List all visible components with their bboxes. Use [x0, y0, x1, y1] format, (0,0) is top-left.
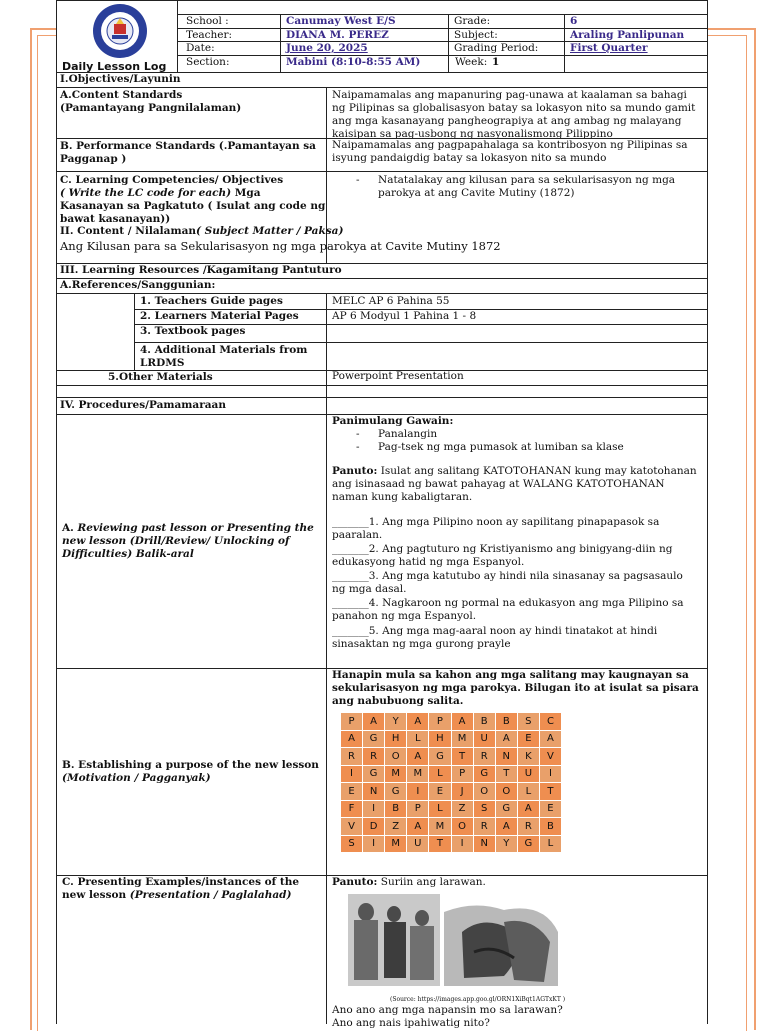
competencies-label: bawat kasanayan)): [60, 213, 171, 225]
word-search-letter[interactable]: T: [429, 835, 451, 853]
intro-activity-heading: Panimulang Gawain:: [332, 415, 454, 427]
additional-materials-label: LRDMS: [140, 357, 185, 369]
quiz-item: edukasyong hatid ng mga Espanyol.: [332, 556, 525, 568]
rule: [134, 342, 707, 343]
word-search-letter[interactable]: O: [451, 818, 473, 836]
word-search-letter[interactable]: H: [429, 730, 451, 748]
intro-bullet: Panalangin: [378, 428, 438, 440]
word-search-letter[interactable]: U: [517, 765, 539, 783]
content-standards-text: ang mga kasanayang pangheograpiya at ang ambag ng malayang: [332, 115, 682, 127]
procedures-heading: IV. Procedures/Pamamaraan: [60, 399, 226, 411]
word-search-row: [341, 818, 562, 836]
panuto-label: Panuto:: [332, 876, 378, 888]
content-standards-text: Naipamamalas ang mapanuring pag-unawa at kaalaman sa bahagi: [332, 89, 687, 101]
week-label: Week:: [455, 56, 488, 68]
word-search-letter[interactable]: M: [451, 730, 473, 748]
word-search-letter[interactable]: O: [495, 783, 517, 801]
quiz-item: _______2. Ang pagtuturo ng Kristiyanismo ang binigyang-diin ng: [332, 543, 673, 555]
word-search-letter[interactable]: I: [539, 765, 561, 783]
word-search-row: [341, 765, 562, 783]
competencies-label: C. Learning Competencies/ Objectives: [60, 174, 284, 186]
panuto-text: Suriin ang larawan.: [377, 876, 486, 888]
word-search-letter[interactable]: A: [341, 730, 363, 748]
grading-period-value: First Quarter: [570, 42, 648, 54]
document-title: Daily Lesson Log: [62, 60, 167, 73]
word-search-letter[interactable]: A: [451, 713, 473, 731]
word-search-letter[interactable]: G: [473, 765, 495, 783]
word-search-letter[interactable]: U: [407, 835, 429, 853]
quiz-item: _______4. Nagkaroon ng pormal na edukasyon ang mga Pilipino sa: [332, 597, 684, 609]
school-value: Canumay West E/S: [286, 15, 396, 27]
word-search-letter[interactable]: L: [517, 783, 539, 801]
word-search-letter[interactable]: Y: [385, 713, 407, 731]
word-search-letter[interactable]: G: [495, 800, 517, 818]
word-search-letter[interactable]: A: [539, 730, 561, 748]
bullet-dash: -: [356, 428, 360, 440]
word-search-letter[interactable]: B: [539, 818, 561, 836]
word-search-letter[interactable]: B: [495, 713, 517, 731]
grade-label: Grade:: [454, 15, 491, 27]
word-search-letter[interactable]: R: [473, 818, 495, 836]
rule: [280, 14, 281, 72]
word-search-instructions: Hanapin mula sa kahon ang mga salitang may kaugnayan sa: [332, 669, 689, 681]
quiz-item: _______5. Ang mga mag-aaral noon ay hindi tinatakot at hindi: [332, 625, 658, 637]
word-search-letter[interactable]: L: [429, 800, 451, 818]
word-search-letter[interactable]: R: [473, 748, 495, 766]
word-search-letter[interactable]: S: [517, 713, 539, 731]
question-text: Ano ang nais ipahiwatig nito?: [332, 1017, 490, 1029]
objectives-heading: I.Objectives/Layunin: [60, 73, 181, 85]
word-search-letter[interactable]: M: [385, 835, 407, 853]
rule: [326, 414, 327, 1024]
content-standards-label: (Pamantayang Pangnilalaman): [60, 102, 242, 114]
word-search-letter[interactable]: A: [495, 730, 517, 748]
word-search-letter[interactable]: U: [473, 730, 495, 748]
learners-material-value: AP 6 Modyul 1 Pahina 1 - 8: [332, 310, 477, 322]
panuto-label: Panuto:: [332, 465, 378, 477]
word-search-letter[interactable]: P: [429, 713, 451, 731]
rule: [56, 397, 707, 398]
quiz-item: _______3. Ang mga katutubo ay hindi nila sinasanay sa pagsasaulo: [332, 570, 683, 582]
word-search-letter[interactable]: N: [363, 783, 385, 801]
word-search-letter[interactable]: N: [473, 835, 495, 853]
image-source-caption: (Source: https://images.app.goo.gl/ORN1XiBqt1AGTxKT ): [390, 996, 566, 1003]
word-search-letter[interactable]: P: [407, 800, 429, 818]
quiz-item: paaralan.: [332, 529, 383, 541]
performance-standards-label: B. Performance Standards (.Pamantayan sa: [60, 140, 316, 152]
rule: [56, 293, 707, 294]
competency-text: parokya at ang Cavite Mutiny (1872): [378, 187, 575, 199]
procedure-b-label: (Motivation / Pagganyak): [62, 772, 211, 784]
word-search-instructions: sekularisasyon ng mga parokya. Bilugan ito at isulat sa pisara: [332, 682, 699, 694]
rule: [56, 0, 707, 1]
content-topic: Ang Kilusan para sa Sekularisasyon ng mga parokya at Cavite Mutiny 1872: [60, 239, 501, 253]
competencies-label: Kasanayan sa Pagkatuto ( Isulat ang code ng: [60, 200, 326, 212]
word-search-letter[interactable]: A: [495, 818, 517, 836]
word-search-letter[interactable]: O: [473, 783, 495, 801]
word-search-letter[interactable]: A: [407, 713, 429, 731]
word-search-letter[interactable]: V: [539, 748, 561, 766]
content-standards-text: kaisipan sa pag-usbong ng nasyonalismong Pilippino: [332, 128, 613, 140]
other-materials-label: 5.Other Materials: [108, 371, 213, 383]
word-search-letter[interactable]: A: [517, 800, 539, 818]
word-search-letter[interactable]: Z: [451, 800, 473, 818]
competencies-label: Mga: [231, 187, 261, 199]
word-search-letter[interactable]: A: [407, 748, 429, 766]
word-search-letter[interactable]: I: [363, 800, 385, 818]
word-search-letter[interactable]: L: [429, 765, 451, 783]
word-search-letter[interactable]: L: [407, 730, 429, 748]
word-search-letter[interactable]: B: [473, 713, 495, 731]
word-search-letter[interactable]: Z: [385, 818, 407, 836]
word-search-letter[interactable]: E: [539, 800, 561, 818]
word-search-letter[interactable]: E: [517, 730, 539, 748]
rule: [177, 55, 707, 56]
competencies-label: ( Write the LC code for each): [60, 187, 232, 199]
word-search-row: [341, 783, 562, 801]
word-search-letter[interactable]: R: [517, 818, 539, 836]
resources-heading: III. Learning Resources /Kagamitang Pantuturo: [60, 264, 342, 276]
word-search-letter[interactable]: Y: [495, 835, 517, 853]
textbook-pages-label: 3. Textbook pages: [140, 325, 246, 337]
word-search-letter[interactable]: G: [429, 748, 451, 766]
content-standards-label: A.Content Standards: [60, 89, 183, 101]
word-search-row: [341, 730, 562, 748]
word-search-letter[interactable]: G: [517, 835, 539, 853]
intro-bullet: Pag-tsek ng mga pumasok at lumiban sa klase: [378, 441, 624, 453]
rule: [448, 14, 449, 72]
word-search-row: [341, 713, 562, 731]
question-text: Ano ano ang mga napansin mo sa larawan?: [332, 1004, 563, 1016]
word-search-letter[interactable]: L: [539, 835, 561, 853]
word-search-letter[interactable]: T: [539, 783, 561, 801]
word-search-letter[interactable]: R: [341, 748, 363, 766]
word-search-letter[interactable]: M: [385, 765, 407, 783]
word-search-row: [341, 835, 562, 853]
subject-value: Araling Panlipunan: [570, 29, 685, 41]
word-search-letter[interactable]: S: [473, 800, 495, 818]
word-search-letter[interactable]: G: [385, 783, 407, 801]
word-search-letter[interactable]: N: [495, 748, 517, 766]
word-search-letter[interactable]: I: [451, 835, 473, 853]
learners-material-label: 2. Learners Material Pages: [140, 310, 299, 322]
teacher-value: DIANA M. PEREZ: [286, 29, 389, 41]
word-search-letter[interactable]: M: [407, 765, 429, 783]
word-search-grid: [340, 712, 562, 853]
word-search-letter[interactable]: K: [517, 748, 539, 766]
procedure-a-label: new lesson (Drill/Review/ Unlocking of: [62, 535, 290, 547]
word-search-letter[interactable]: M: [429, 818, 451, 836]
word-search-letter[interactable]: I: [341, 765, 363, 783]
word-search-letter[interactable]: P: [451, 765, 473, 783]
quiz-item: panahon ng mga Espanyol.: [332, 610, 477, 622]
performance-standards-text: isyung pandaigdig batay sa lokasyon nito sa mundo: [332, 152, 607, 164]
section-value: Mabini (8:10-8:55 AM): [286, 56, 421, 68]
panuto-text: Isulat ang salitang KATOTOHANAN kung may katotohanan: [377, 465, 697, 477]
quiz-item: sinasaktan ng mga gurong prayle: [332, 638, 511, 650]
content-label: ( Subject Matter / Paksa): [196, 225, 344, 237]
procedure-a-label: A.: [62, 522, 78, 534]
word-search-letter[interactable]: D: [363, 818, 385, 836]
rule: [177, 14, 707, 15]
word-search-letter[interactable]: S: [341, 835, 363, 853]
performance-standards-label: Pagganap ): [60, 153, 127, 165]
historical-photo-image: [344, 892, 562, 994]
word-search-letter[interactable]: C: [539, 713, 561, 731]
grading-period-label: Grading Period:: [454, 42, 539, 54]
content-standards-text: ng Pilipinas sa globalisasyon batay sa lokasyon nito sa mundo gamit: [332, 102, 696, 114]
rule: [177, 0, 178, 72]
procedure-a-label: Difficulties) Balik-aral: [62, 548, 194, 560]
word-search-letter[interactable]: A: [407, 818, 429, 836]
word-search-letter[interactable]: P: [341, 713, 363, 731]
date-label: Date:: [186, 42, 215, 54]
quiz-item: ng mga dasal.: [332, 583, 407, 595]
rule: [134, 293, 135, 371]
teachers-guide-value: MELC AP 6 Pahina 55: [332, 295, 450, 307]
date-value: June 20, 2025: [286, 42, 368, 54]
word-search-letter[interactable]: T: [451, 748, 473, 766]
subject-label: Subject:: [454, 29, 498, 41]
word-search-letter[interactable]: G: [363, 765, 385, 783]
word-search-letter[interactable]: J: [451, 783, 473, 801]
word-search-letter[interactable]: F: [341, 800, 363, 818]
word-search-row: [341, 800, 562, 818]
school-label: School :: [186, 15, 229, 27]
word-search-letter[interactable]: E: [429, 783, 451, 801]
other-materials-value: Powerpoint Presentation: [332, 370, 464, 382]
word-search-letter[interactable]: I: [363, 835, 385, 853]
word-search-letter[interactable]: G: [363, 730, 385, 748]
week-value: 1: [492, 56, 500, 68]
panuto-text: naman kung kabaligtaran.: [332, 491, 473, 503]
section-label: Section:: [186, 56, 230, 68]
word-search-letter[interactable]: H: [385, 730, 407, 748]
procedure-a-label: Reviewing past lesson or Presenting the: [77, 522, 314, 534]
word-search-letter[interactable]: O: [385, 748, 407, 766]
performance-standards-text: Naipamamalas ang pagpapahalaga sa kontribosyon ng Pilipinas sa: [332, 139, 688, 151]
procedure-c-label: (Presentation / Paglalahad): [129, 889, 292, 901]
word-search-letter[interactable]: T: [495, 765, 517, 783]
word-search-row: [341, 748, 562, 766]
rule: [56, 385, 707, 386]
bullet-dash: -: [356, 174, 360, 186]
word-search-letter[interactable]: B: [385, 800, 407, 818]
quiz-item: _______1. Ang mga Pilipino noon ay sapilitang pinapapasok sa: [332, 516, 660, 528]
references-label: A.References/Sanggunian:: [60, 279, 216, 291]
word-search-letter[interactable]: E: [341, 783, 363, 801]
bullet-dash: -: [356, 441, 360, 453]
rule: [564, 14, 565, 72]
rule: [56, 87, 707, 88]
procedure-c-label: new lesson: [62, 889, 130, 901]
word-search-letter[interactable]: R: [363, 748, 385, 766]
word-search-letter[interactable]: I: [407, 783, 429, 801]
word-search-instructions: ang nabubuong salita.: [332, 695, 464, 707]
procedure-c-label: C. Presenting Examples/instances of the: [62, 876, 300, 888]
panuto-text: ang isinasaad ng bawat pahayag at WALANG KATOTOHANAN: [332, 478, 665, 490]
grade-value: 6: [570, 15, 578, 27]
word-search-letter[interactable]: V: [341, 818, 363, 836]
procedure-b-label: B. Establishing a purpose of the new lesson: [62, 759, 319, 771]
additional-materials-label: 4. Additional Materials from: [140, 344, 308, 356]
deped-seal-icon: [72, 2, 169, 61]
rule: [56, 171, 707, 172]
teachers-guide-label: 1. Teachers Guide pages: [140, 295, 283, 307]
teacher-label: Teacher:: [186, 29, 233, 41]
word-search-letter[interactable]: A: [363, 713, 385, 731]
content-label: II. Content / Nilalaman: [60, 225, 197, 237]
competency-text: Natatalakay ang kilusan para sa sekularisasyon ng mga: [378, 174, 676, 186]
